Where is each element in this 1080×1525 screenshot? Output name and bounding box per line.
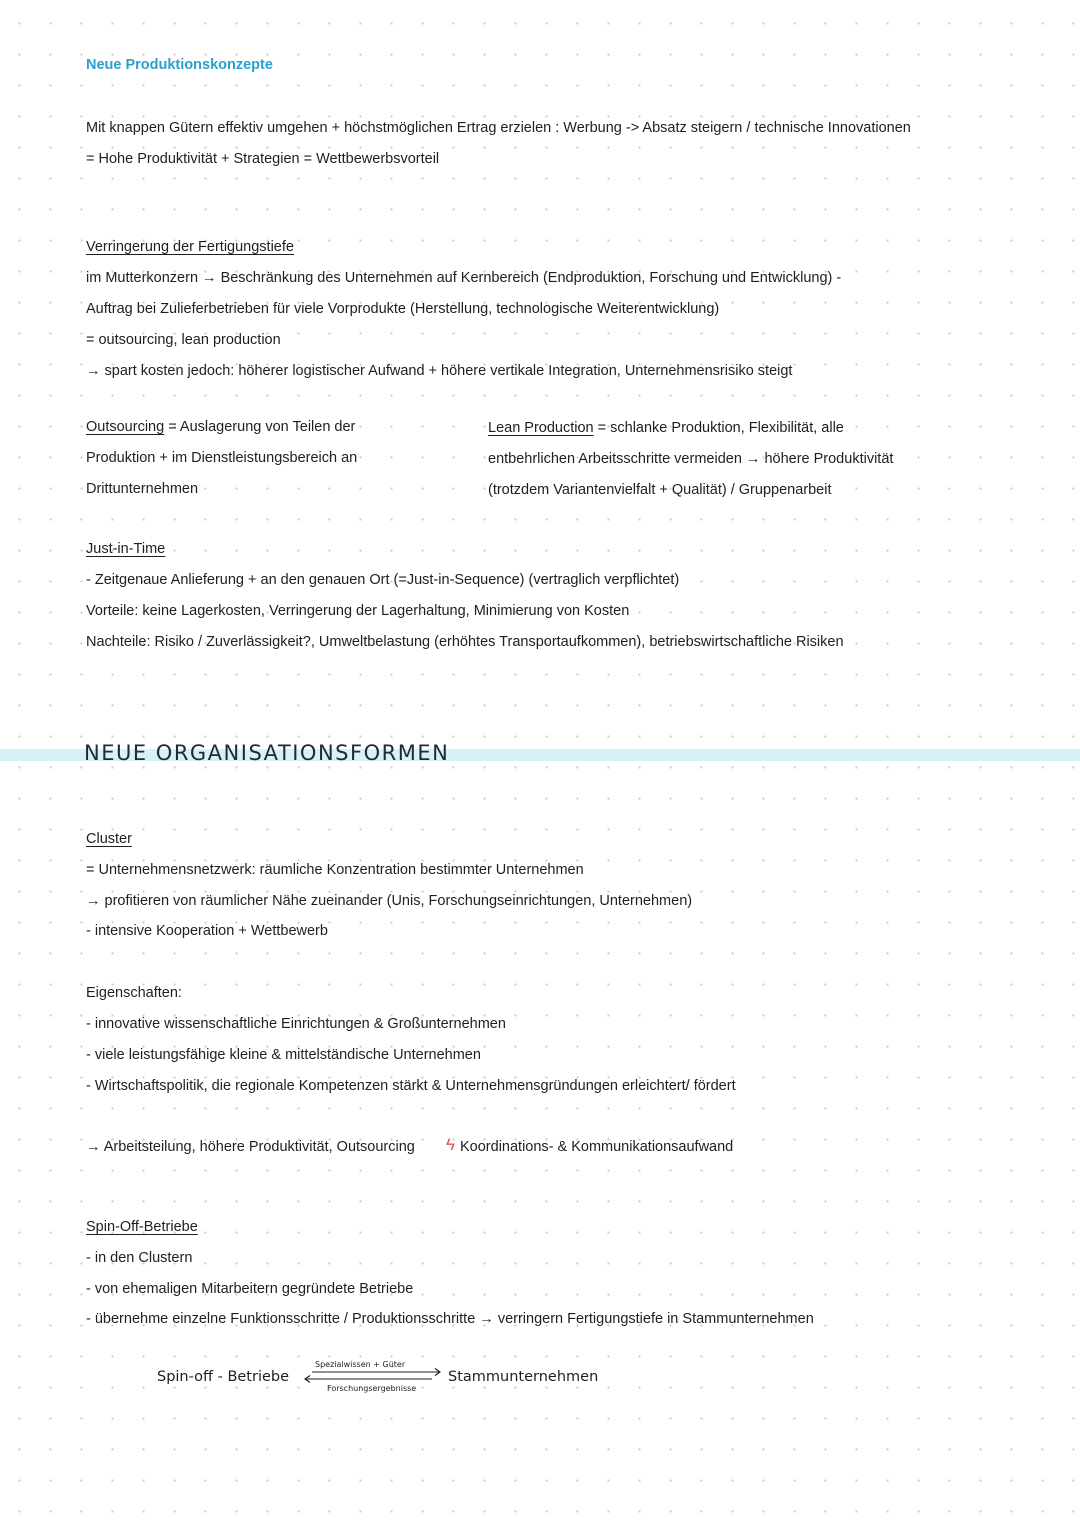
cluster-line-2: → profitieren von räumlicher Nähe zueinander (Unis, Forschungseinrichtungen, Unternehmen) bbox=[86, 893, 693, 909]
spinoff-line-1: - in den Clustern bbox=[86, 1250, 193, 1266]
fertigungstiefe-line-4: → spart kosten jedoch: höherer logistischer Aufwand + höhere vertikale Integration, Unternehmensrisiko steigt bbox=[86, 363, 793, 379]
diagram-top-arrow-label: Spezialwissen + Güter bbox=[315, 1360, 406, 1369]
lean-definition-line-1 bbox=[488, 419, 844, 437]
jit-vorteile: Vorteile: keine Lagerkosten, Verringerung der Lagerhaltung, Minimierung von Kosten bbox=[86, 603, 630, 619]
outsourcing-definition-line-2: Produktion + im Dienstleistungsbereich an bbox=[86, 450, 358, 466]
outsourcing-term: Outsourcing bbox=[86, 419, 165, 435]
fertigungstiefe-line-3: = outsourcing, lean production bbox=[86, 332, 281, 348]
fertigungstiefe-title: Verringerung der Fertigungstiefe bbox=[86, 239, 294, 255]
jit-line-1: - Zeitgenaue Anlieferung + an den genauen Ort (=Just-in-Sequence) (vertraglich verpflichtet) bbox=[86, 572, 680, 588]
outsourcing-definition-rest: = Auslagerung von Teilen der bbox=[164, 419, 356, 435]
diagram-bottom-arrow-label: Forschungsergebnisse bbox=[327, 1384, 417, 1393]
lean-definition-line-2: entbehrlichen Arbeitsschritte vermeiden → höhere Produktivität bbox=[488, 451, 894, 467]
jit-title: Just-in-Time bbox=[86, 541, 166, 557]
eigenschaft-2: - viele leistungsfähige kleine & mittelständische Unternehmen bbox=[86, 1047, 481, 1063]
fertigungstiefe-line-1: im Mutterkonzern → Beschränkung des Unternehmen auf Kernbereich (Endproduktion, Forschung und Entwicklung) - bbox=[86, 270, 842, 286]
section-heading-produktionskonzepte: Neue Produktionskonzepte bbox=[86, 57, 273, 73]
outsourcing-definition-line-3: Drittunternehmen bbox=[86, 481, 199, 497]
cluster-line-3: - intensive Kooperation + Wettbewerb bbox=[86, 923, 328, 939]
diagram-arrows bbox=[300, 1366, 446, 1386]
section-title-organisationsformen: NEUE ORGANISATIONSFORMEN bbox=[84, 741, 450, 765]
jit-nachteile: Nachteile: Risiko / Zuverlässigkeit?, Umweltbelastung (erhöhtes Transportaufkommen), betriebswirtschaftliche Risiken bbox=[86, 634, 844, 650]
lean-definition-rest: = schlanke Produktion, Flexibilität, alle bbox=[593, 420, 844, 436]
diagram-spinoff-label: Spin-off - Betriebe bbox=[157, 1369, 290, 1385]
lean-definition-line-3: (trotzdem Variantenvielfalt + Qualität) / Gruppenarbeit bbox=[488, 482, 832, 498]
eigenschaft-1: - innovative wissenschaftliche Einrichtungen & Großunternehmen bbox=[86, 1016, 506, 1032]
intro-line-2: = Hohe Produktivität + Strategien = Wettbewerbsvorteil bbox=[86, 151, 440, 167]
spinoff-title: Spin-Off-Betriebe bbox=[86, 1219, 198, 1235]
lightning-contra-icon: ϟ bbox=[446, 1135, 455, 1154]
cluster-result: → Arbeitsteilung, höhere Produktivität, Outsourcing bbox=[86, 1139, 415, 1155]
spinoff-line-2: - von ehemaligen Mitarbeitern gegründete Betriebe bbox=[86, 1281, 414, 1297]
cluster-line-1: = Unternehmensnetzwerk: räumliche Konzentration bestimmter Unternehmen bbox=[86, 862, 584, 878]
outsourcing-definition-line-1 bbox=[86, 418, 355, 436]
eigenschaften-title: Eigenschaften: bbox=[86, 985, 182, 1001]
lean-term: Lean Production bbox=[488, 420, 594, 436]
cluster-title: Cluster bbox=[86, 831, 132, 847]
fertigungstiefe-line-2: Auftrag bei Zulieferbetrieben für viele Vorprodukte (Herstellung, technologische Weiterentwicklung) bbox=[86, 301, 720, 317]
diagram-stammunternehmen-label: Stammunternehmen bbox=[448, 1369, 599, 1385]
cluster-contra: Koordinations- & Kommunikationsaufwand bbox=[460, 1139, 734, 1155]
spinoff-line-3: - übernehme einzelne Funktionsschritte / Produktionsschritte → verringern Fertigungstiefe in Stammunternehmen bbox=[86, 1311, 814, 1327]
eigenschaft-3: - Wirtschaftspolitik, die regionale Kompetenzen stärkt & Unternehmensgründungen erleichtert/ fördert bbox=[86, 1078, 736, 1094]
intro-line-1: Mit knappen Gütern effektiv umgehen + höchstmöglichen Ertrag erzielen : Werbung -> Absatz steigern / technische Innovationen bbox=[86, 120, 911, 136]
